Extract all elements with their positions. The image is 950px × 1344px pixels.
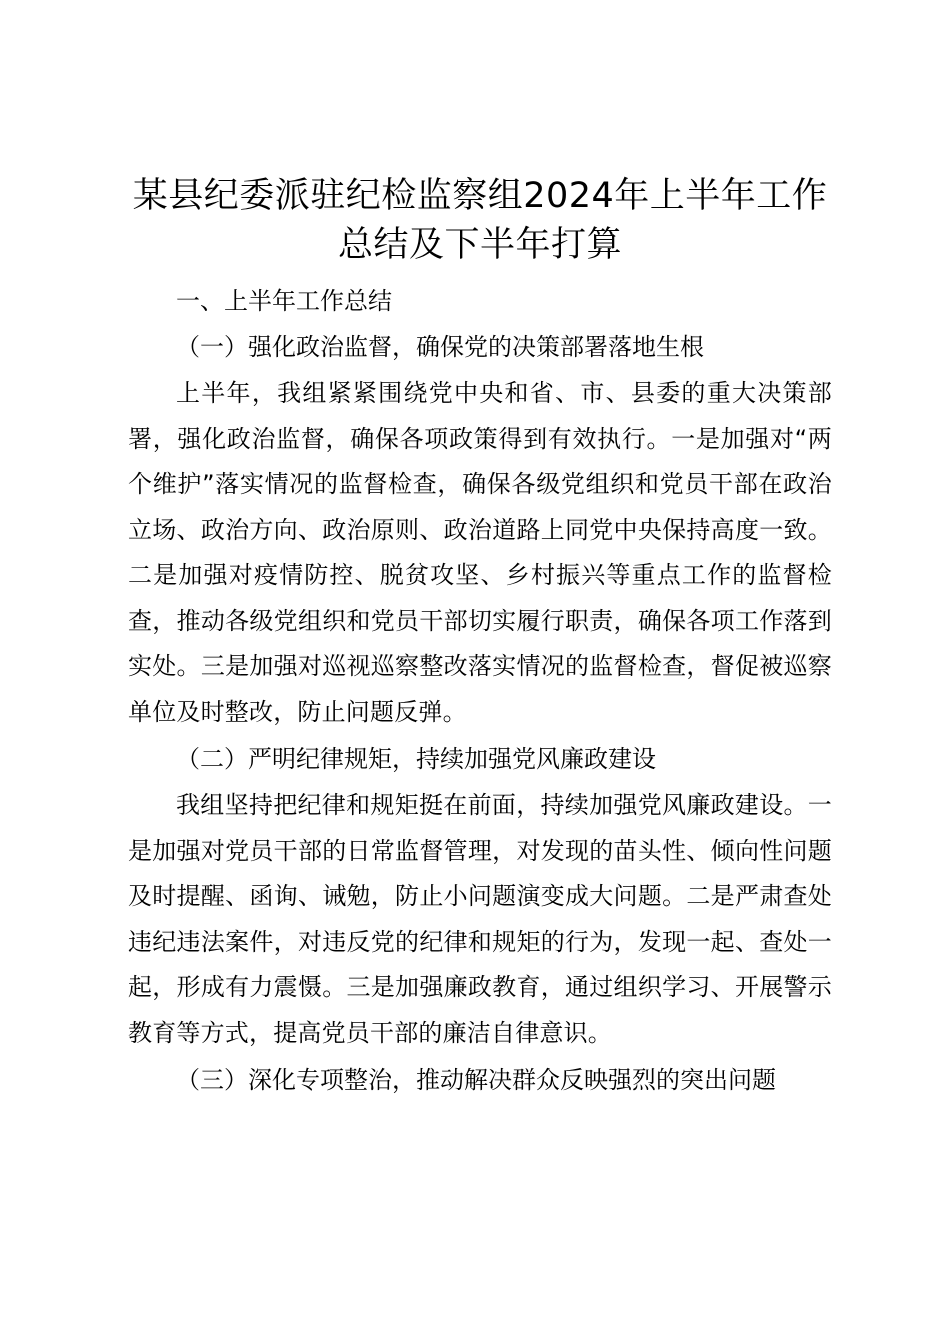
title-line-2: 总结及下半年打算 xyxy=(337,225,622,265)
section-heading-1: 一、上半年工作总结 xyxy=(176,287,392,315)
subsection-heading-3: （三）深化专项整治，推动解决群众反映强烈的突出问题 xyxy=(176,1066,776,1094)
subsection-heading-1: （一）强化政治监督，确保党的决策部署落地生根 xyxy=(176,333,704,361)
document-title xyxy=(128,172,832,270)
subsection-paragraph-2: 我组坚持把纪律和规矩挺在前面，持续加强党风廉政建设。一是加强对党员干部的日常监督管理，对发现的苗头性、倾向性问题及时提醒、函询、诫勉，防止小问题演变成大问题。二是严肃查处违纪违法案件，对违反党的纪律和规矩的行为，发现一起、查处一起，形成有力震慑。三是加强廉政教育，通过组织学习、开展警示教育等方式，提高党员干部的廉洁自律意识。 xyxy=(128,791,832,1047)
subsection-paragraph-1: 上半年，我组紧紧围绕党中央和省、市、县委的重大决策部署，强化政治监督，确保各项政策得到有效执行。一是加强对“两个维护”落实情况的监督检查，确保各级党组织和党员干部在政治立场、政治方向、政治原则、政治道路上同党中央保持高度一致。二是加强对疫情防控、脱贫攻坚、乡村振兴等重点工作的监督检查，推动各级党组织和党员干部切实履行职责，确保各项工作落到实处。三是加强对巡视巡察整改落实情况的监督检查，督促被巡察单位及时整改，防止问题反弹。 xyxy=(128,379,832,726)
subsection-heading-2: （二）严明纪律规矩，持续加强党风廉政建设 xyxy=(176,745,656,773)
title-line-1: 某县纪委派驻纪检监察组2024年上半年工作 xyxy=(132,176,828,216)
document-page xyxy=(128,172,832,1102)
